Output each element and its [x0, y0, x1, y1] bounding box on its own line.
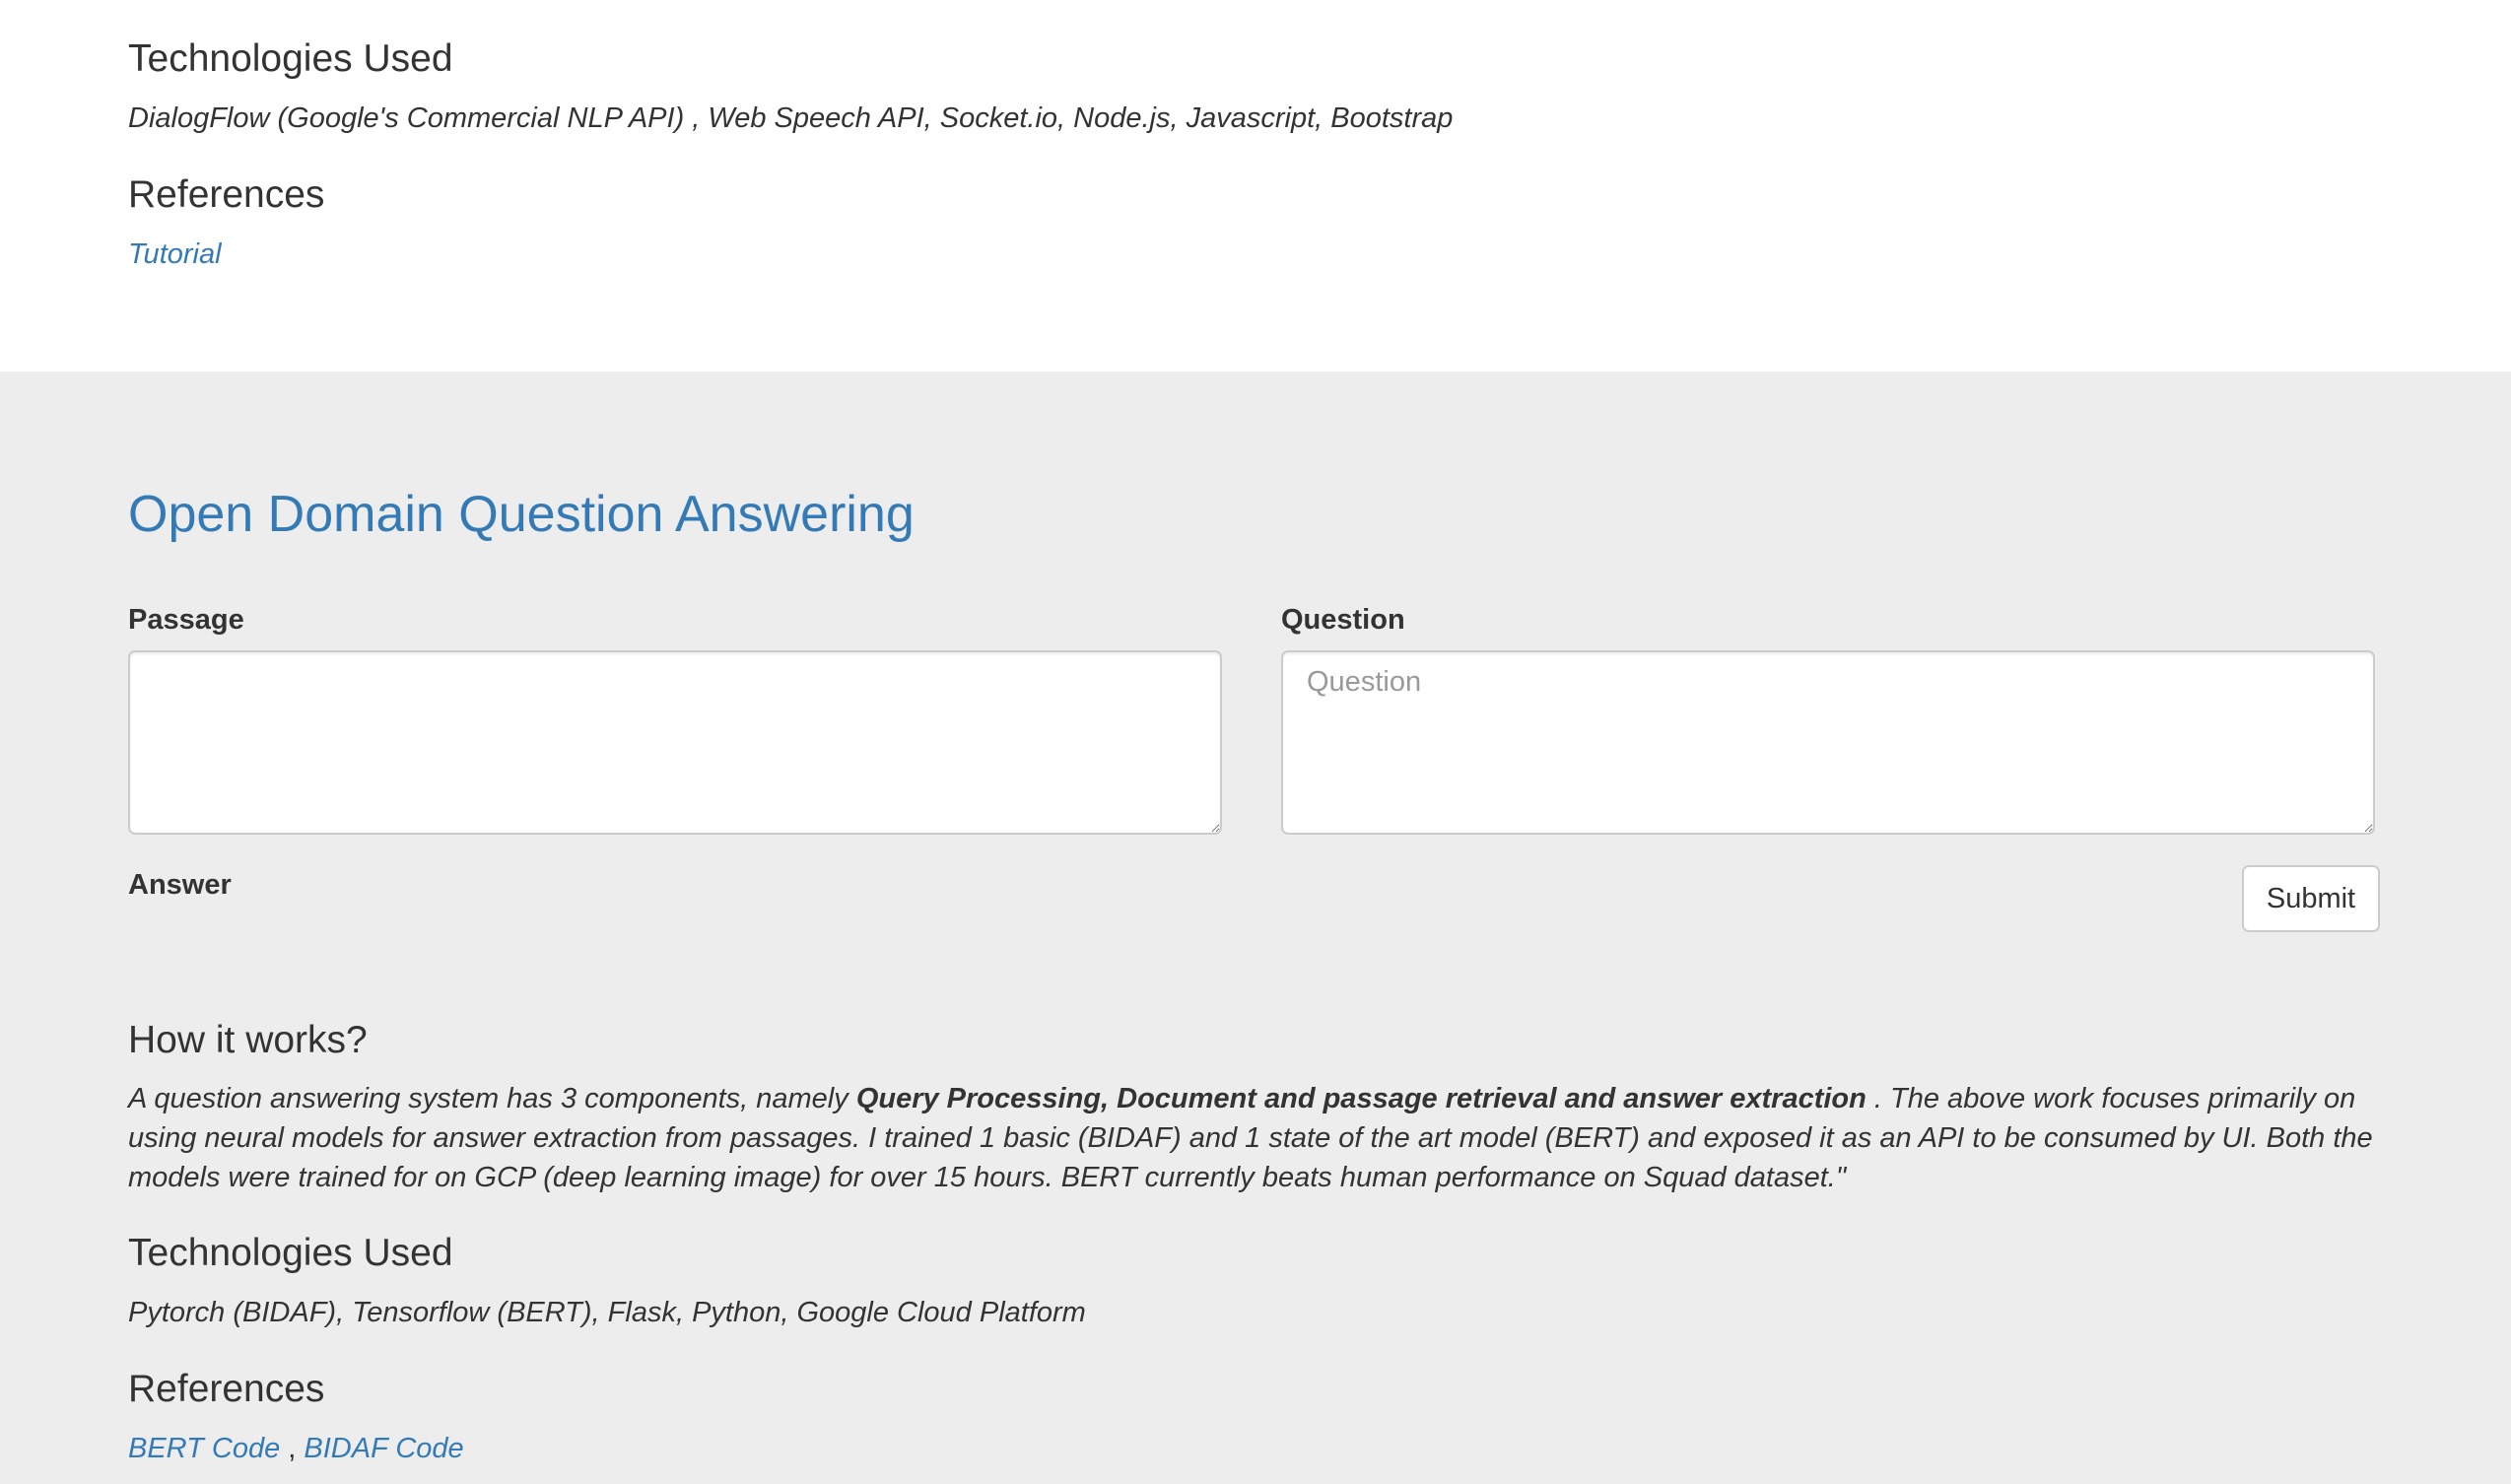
technologies-text-2: Pytorch (BIDAF), Tensorflow (BERT), Flask, Python, Google Cloud Platform [128, 1297, 1086, 1328]
references-links [128, 1429, 464, 1468]
answer-label: Answer [128, 869, 232, 901]
question-textarea[interactable] [1281, 650, 2375, 835]
bert-code-link[interactable]: BERT Code [128, 1433, 281, 1464]
submit-button[interactable]: Submit [2242, 865, 2380, 932]
technologies-text: DialogFlow (Google's Commercial NLP API) , Web Speech API, Socket.io, Node.js, Javascript, Bootstrap [128, 102, 1454, 134]
technologies-heading-2: Technologies Used [128, 1232, 453, 1274]
question-label: Question [1281, 604, 1405, 636]
how-it-works-text: A question answering system has 3 components, namely Query Processing, Document and passage retrieval and answer extraction . The above work focuses primarily on using neural models for answer extraction from passages. I trained 1 basic (BIDAF) and 1 state of the art model (BERT) and exposed it as an API to be consumed by UI. Both the models were trained for on GCP (deep learning image) for over 15 hours. BERT currently beats human performance on Squad dataset." [128, 1083, 2373, 1193]
references-heading: References [128, 173, 325, 216]
how-it-works-heading: How it works? [128, 1019, 368, 1061]
bidaf-code-link[interactable]: BIDAF Code [304, 1433, 464, 1464]
tutorial-link[interactable]: Tutorial [128, 238, 222, 270]
top-project-section [0, 0, 2511, 371]
references-heading-2: References [128, 1368, 325, 1410]
passage-label: Passage [128, 604, 244, 636]
technologies-heading: Technologies Used [128, 37, 453, 80]
references-separator: , [280, 1433, 305, 1464]
passage-textarea[interactable] [128, 650, 1222, 835]
qa-title: Open Domain Question Answering [128, 486, 915, 543]
